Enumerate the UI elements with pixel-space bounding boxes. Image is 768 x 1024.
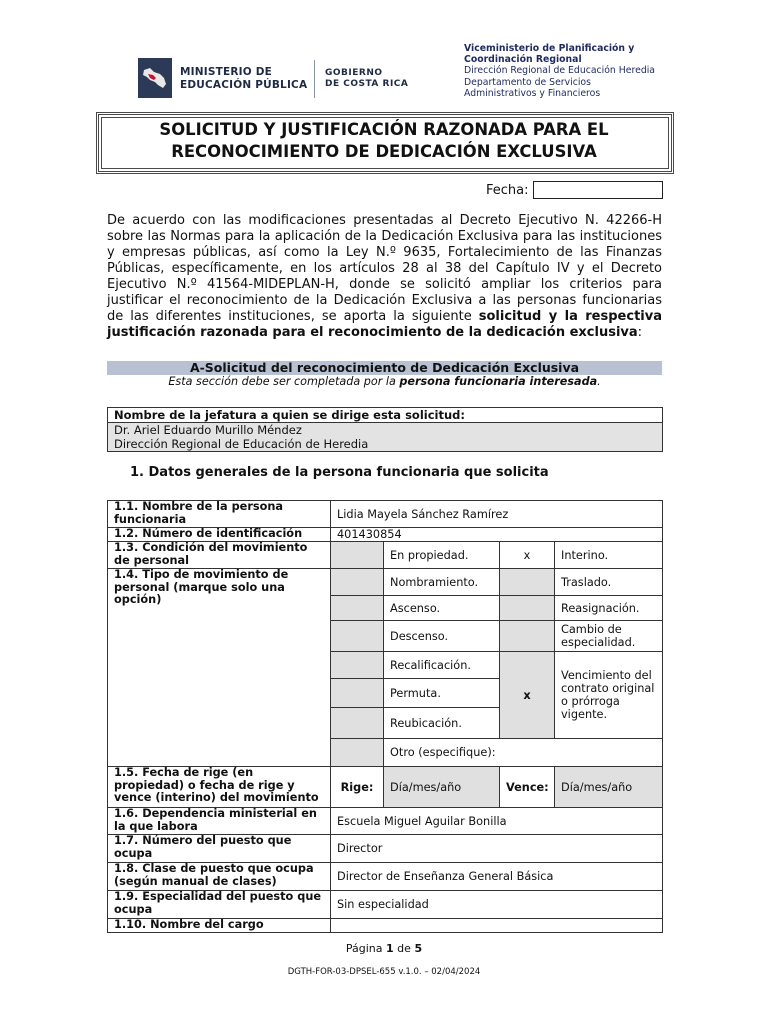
label-dependencia: 1.6. Dependencia ministerial en la que labora — [108, 808, 331, 835]
title-line1: SOLICITUD Y JUSTIFICACIÓN RAZONADA PARA EL — [159, 120, 609, 139]
label-fecha-rige: 1.5. Fecha de rige (en propiedad) o fecha de rige y vence (interino) del movimiento — [108, 767, 331, 808]
option-cambio-especialidad: Cambio de especialidad. — [555, 621, 663, 652]
costa-rica-map-icon — [138, 58, 172, 98]
jefatura-box — [107, 407, 663, 452]
option-traslado: Traslado. — [555, 569, 663, 596]
table-row — [108, 919, 663, 933]
section-a-sub-bold: persona funcionaria interesada — [399, 375, 598, 388]
intro-bold: solicitud y la respectiva justificación razonada para el reconocimiento de la dedicación exclusiva — [107, 309, 662, 340]
intro-end: : — [637, 325, 643, 340]
rige-label: Rige: — [331, 767, 384, 808]
page-total: 5 — [414, 942, 423, 955]
jefatura-value[interactable] — [108, 423, 662, 451]
checkbox-permuta[interactable] — [331, 679, 384, 708]
document-title — [100, 119, 668, 163]
option-recalificacion: Recalificación. — [384, 652, 500, 679]
checkbox-otro[interactable] — [331, 739, 384, 767]
label-nombre: 1.1. Nombre de la persona funcionaria — [108, 501, 331, 528]
label-nombre-cargo: 1.10. Nombre del cargo — [108, 919, 331, 933]
costa-rica-map-logo — [138, 58, 172, 98]
option-vencimiento: Vencimiento del contrato original o prórroga vigente. — [555, 652, 663, 739]
table-row — [108, 835, 663, 863]
option-descenso: Descenso. — [384, 621, 500, 652]
vice-line4: Departamento de Servicios — [464, 76, 591, 88]
ministry-line1: MINISTERIO DE — [180, 66, 273, 78]
page-current: 1 — [386, 942, 394, 955]
vice-line3: Dirección Regional de Educación Heredia — [464, 65, 655, 77]
label-especialidad: 1.9. Especialidad del puesto que ocupa — [108, 891, 331, 919]
viceministry-block — [464, 43, 655, 99]
option-interino: Interino. — [555, 542, 663, 569]
label-clase-puesto: 1.8. Clase de puesto que ocupa (según manual de clases) — [108, 863, 331, 891]
value-especialidad[interactable]: Sin especialidad — [331, 891, 663, 919]
label-tipo-movimiento: 1.4. Tipo de movimiento de personal (marque solo una opción) — [108, 569, 331, 767]
table-row — [108, 808, 663, 835]
option-ascenso: Ascenso. — [384, 596, 500, 621]
page-mid: de — [393, 942, 415, 955]
checkbox-descenso[interactable] — [331, 621, 384, 652]
option-permuta: Permuta. — [384, 679, 500, 708]
checkbox-nombramiento[interactable] — [331, 569, 384, 596]
vice-line2: Coordinación Regional — [464, 54, 582, 66]
rige-date-field[interactable]: Día/mes/año — [384, 767, 500, 808]
table-row — [108, 501, 663, 528]
checkbox-interino[interactable]: x — [500, 542, 555, 569]
intro-paragraph — [107, 213, 662, 341]
value-nombre-cargo[interactable] — [331, 919, 663, 933]
section-a-sub-end: . — [597, 375, 601, 388]
document-code-footer: DGTH-FOR-03-DPSEL-655 v.1.0. – 02/04/2024 — [287, 967, 481, 977]
checkbox-en-propiedad[interactable] — [331, 542, 384, 569]
value-nombre[interactable]: Lidia Mayela Sánchez Ramírez — [331, 501, 663, 528]
label-identificacion: 1.2. Número de identificación — [108, 528, 331, 542]
checkbox-reubicacion[interactable] — [331, 708, 384, 739]
option-otro[interactable]: Otro (especifique): — [384, 739, 663, 767]
title-line2: RECONOCIMIENTO DE DEDICACIÓN EXCLUSIVA — [171, 142, 597, 161]
option-en-propiedad: En propiedad. — [384, 542, 500, 569]
label-condicion: 1.3. Condición del movimiento de personal — [108, 542, 331, 569]
gob-line1: GOBIERNO — [325, 68, 383, 78]
section-a-sub-pre: Esta sección debe ser completada por la — [168, 375, 400, 388]
table-row — [108, 891, 663, 919]
datos-generales-table — [107, 500, 663, 933]
page-pre: Página — [345, 942, 387, 955]
checkbox-vencimiento[interactable]: x — [500, 652, 555, 739]
intro-text: De acuerdo con las modificaciones presentadas al Decreto Ejecutivo N. 42266-H sobre las Normas para la aplicación de la Dedicación Exclusiva para las instituciones y empresas públicas, así como la Ley N.º 9635, Fortalecimiento de las Finanzas Públicas, específicamente, en los artículos 28 al 38 del Capítulo IV y el Decreto Ejecutivo N.º 41564-MIDEPLAN-H, donde se solicitó ampliar los criterios para justificar el reconocimiento de la Dedicación Exclusiva a las personas funcionarias de las diferentes instituciones, se aporta la siguiente — [107, 213, 662, 324]
checkbox-ascenso[interactable] — [331, 596, 384, 621]
jefatura-line2: Dirección Regional de Educación de Heredia — [114, 437, 369, 451]
vence-date-field[interactable]: Día/mes/año — [555, 767, 663, 808]
table-row — [108, 528, 663, 542]
table-row — [108, 767, 663, 808]
vice-line5: Administrativos y Financieros — [464, 87, 601, 99]
value-identificacion[interactable]: 401430854 — [331, 528, 663, 542]
jefatura-line1: Dr. Ariel Eduardo Murillo Méndez — [114, 423, 302, 437]
table-row — [108, 542, 663, 569]
ministry-name — [180, 66, 307, 92]
table-row — [108, 863, 663, 891]
value-numero-puesto[interactable]: Director — [331, 835, 663, 863]
jefatura-label: Nombre de la jefatura a quien se dirige esta solicitud: — [108, 408, 662, 423]
fecha-field[interactable] — [533, 181, 663, 199]
government-name — [325, 68, 408, 90]
checkbox-cambio-especialidad[interactable] — [500, 621, 555, 652]
option-nombramiento: Nombramiento. — [384, 569, 500, 596]
section-a-title: A-Solicitud del reconocimiento de Dedicación Exclusiva — [107, 361, 662, 375]
checkbox-recalificacion[interactable] — [331, 652, 384, 679]
fecha-label: Fecha: — [486, 183, 529, 198]
gob-line2: DE COSTA RICA — [325, 79, 409, 89]
datos-generales-heading: 1. Datos generales de la persona funcionaria que solicita — [130, 465, 549, 480]
label-numero-puesto: 1.7. Número del puesto que ocupa — [108, 835, 331, 863]
vice-line1: Viceministerio de Planificación y — [464, 43, 635, 54]
value-clase-puesto[interactable]: Director de Enseñanza General Básica — [331, 863, 663, 891]
checkbox-reasignacion[interactable] — [500, 596, 555, 621]
option-reasignacion: Reasignación. — [555, 596, 663, 621]
table-row — [108, 569, 663, 596]
header-divider — [314, 60, 315, 98]
option-reubicacion: Reubicación. — [384, 708, 500, 739]
page-number — [0, 942, 768, 955]
value-dependencia[interactable]: Escuela Miguel Aguilar Bonilla — [331, 808, 663, 835]
vence-label: Vence: — [500, 767, 555, 808]
checkbox-traslado[interactable] — [500, 569, 555, 596]
ministry-line2: EDUCACIÓN PÚBLICA — [180, 79, 308, 91]
section-a-subtitle — [107, 375, 662, 389]
